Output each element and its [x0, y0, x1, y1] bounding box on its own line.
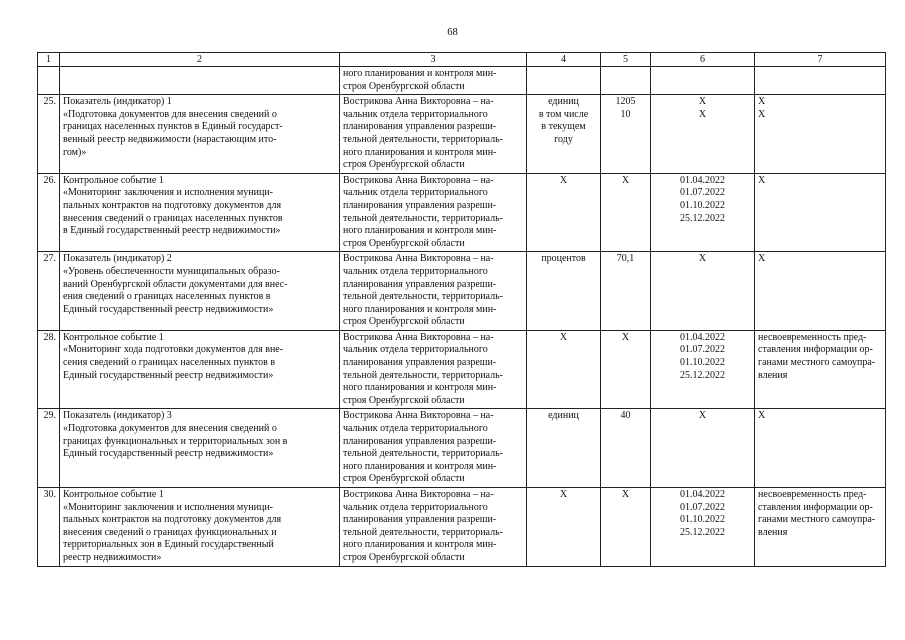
cell-line: чальник отдела территориального	[343, 423, 488, 435]
cell-line: 70,1	[616, 253, 635, 265]
table-row	[38, 95, 886, 174]
cell-line: «Подготовка документов для внесения сведений о	[63, 108, 277, 120]
responsible-cell	[340, 173, 527, 252]
cell-line: ного планирования и контроля мин-	[343, 303, 497, 315]
indicator-cell	[60, 252, 340, 331]
cell-line: ганами местного самоупра-	[758, 514, 876, 526]
cell-line: венный реестр недвижимости (нарастающим ито-	[63, 133, 277, 145]
cell-line: строя Оренбургской области	[343, 159, 465, 171]
value-cell	[601, 252, 651, 331]
cell-line: в Единый государственный реестр недвижимости»	[63, 225, 281, 237]
value-cell	[601, 67, 651, 95]
header-cell: 1	[38, 53, 60, 67]
cell-line: 01.10.2022	[680, 514, 725, 526]
cell-line: 01.04.2022	[680, 489, 725, 500]
cell-line: 01.07.2022	[680, 344, 725, 356]
cell-line: ного планирования и контроля мин-	[343, 539, 497, 551]
cell-line: тельной деятельности, территориаль-	[343, 133, 503, 145]
responsible-cell	[340, 488, 527, 567]
indicator-cell	[60, 173, 340, 252]
cell-line: чальник отдела территориального	[343, 187, 488, 199]
cell-line: строя Оренбургской области	[343, 394, 465, 406]
header-cell: 2	[60, 53, 340, 67]
cell-line: процентов	[541, 253, 586, 265]
cell-line: Вострикова Анна Викторовна – на-	[343, 96, 494, 108]
cell-line: «Подготовка документов для внесения сведений о	[63, 423, 277, 435]
table-row	[38, 252, 886, 331]
row-number-cell: 29.	[38, 409, 60, 488]
risk-cell	[755, 252, 886, 331]
cell-line: вления	[758, 369, 788, 381]
cell-line: в текущем	[541, 121, 586, 133]
cell-line: X	[559, 489, 568, 500]
unit-cell	[527, 488, 601, 567]
cell-line: «Мониторинг заключения и исполнения муници-	[63, 501, 273, 513]
header-cell: 6	[651, 53, 755, 67]
cell-line: чальник отдела территориального	[343, 344, 488, 356]
cell-line: «Уровень обеспеченности муниципальных образо-	[63, 265, 280, 277]
cell-line: X	[698, 253, 707, 265]
header-cell: 7	[755, 53, 886, 67]
cell-line: Вострикова Анна Викторовна – на-	[343, 410, 494, 422]
cell-line: X	[758, 253, 766, 265]
cell-line: планирования управления разреши-	[343, 435, 497, 447]
cell-line: пальных контрактов на подготовку документов для	[63, 199, 282, 211]
cell-line: Вострикова Анна Викторовна – на-	[343, 174, 494, 186]
cell-line: сения сведений о границах населенных пунктов в	[63, 357, 276, 369]
row-number-cell: 25.	[38, 95, 60, 174]
cell-line: X	[698, 96, 707, 108]
cell-line: ставления информации ор-	[758, 344, 873, 356]
cell-line: X	[621, 489, 630, 500]
table-header-row	[38, 53, 886, 67]
dates-cell	[651, 409, 755, 488]
indicator-cell	[60, 95, 340, 174]
cell-line: ного планирования и контроля мин-	[343, 68, 497, 79]
cell-line: строя Оренбургской области	[343, 473, 465, 485]
dates-cell	[651, 67, 755, 95]
cell-line: планирования управления разреши-	[343, 514, 497, 526]
cell-line: внесения сведений о границах функциональных и	[63, 526, 277, 538]
table-row	[38, 330, 886, 409]
indicator-cell	[60, 488, 340, 567]
cell-line: территориальных зон в Единый государственный	[63, 539, 274, 551]
cell-line: ставления информации ор-	[758, 501, 873, 513]
cell-line: X	[758, 174, 766, 186]
cell-line: реестр недвижимости»	[63, 551, 162, 563]
risk-cell	[755, 173, 886, 252]
row-number-cell: 26.	[38, 173, 60, 252]
cell-line: 01.07.2022	[680, 187, 725, 199]
cell-line: вления	[758, 526, 788, 538]
unit-cell	[527, 252, 601, 331]
cell-line: 01.04.2022	[680, 331, 725, 343]
table-row	[38, 488, 886, 567]
cell-line: 25.12.2022	[680, 212, 725, 224]
cell-line: строя Оренбургской области	[343, 316, 465, 328]
cell-line: 01.04.2022	[680, 174, 725, 186]
cell-line: ганами местного самоупра-	[758, 357, 876, 369]
cell-line: планирования управления разреши-	[343, 278, 497, 290]
cell-line: ения сведений о границах населенных пунктов в	[63, 291, 271, 303]
cell-line: Вострикова Анна Викторовна – на-	[343, 489, 494, 500]
risk-cell	[755, 67, 886, 95]
row-number-cell: 28.	[38, 330, 60, 409]
dates-cell	[651, 173, 755, 252]
cell-line: году	[554, 133, 573, 145]
cell-line: 01.07.2022	[680, 501, 725, 513]
cell-line: Контрольное событие 1	[63, 331, 164, 343]
continuation-row	[38, 67, 886, 95]
cell-line: планирования управления разреши-	[343, 199, 497, 211]
row-number-cell: 30.	[38, 488, 60, 567]
cell-line: границах населенных пунктов в Единый государст-	[63, 121, 283, 133]
header-cell: 3	[340, 53, 527, 67]
cell-line: 40	[620, 410, 631, 422]
table-row	[38, 409, 886, 488]
cell-line: строя Оренбургской области	[343, 237, 465, 249]
cell-line: X	[559, 174, 568, 186]
cell-line: Контрольное событие 1	[63, 174, 164, 186]
risk-cell	[755, 488, 886, 567]
cell-line: единиц	[548, 410, 579, 422]
cell-line: тельной деятельности, территориаль-	[343, 448, 503, 460]
cell-line: чальник отдела территориального	[343, 108, 488, 120]
cell-line: X	[698, 410, 707, 422]
cell-line: Единый государственный реестр недвижимости»	[63, 448, 274, 460]
risk-cell	[755, 330, 886, 409]
cell-line: Показатель (индикатор) 1	[63, 96, 172, 108]
dates-cell	[651, 488, 755, 567]
indicator-cell	[60, 330, 340, 409]
cell-line: ного планирования и контроля мин-	[343, 382, 497, 394]
cell-line: 25.12.2022	[680, 369, 725, 381]
cell-line: Вострикова Анна Викторовна – на-	[343, 331, 494, 343]
value-cell	[601, 409, 651, 488]
cell-line: X	[698, 108, 707, 120]
cell-line: X	[559, 331, 568, 343]
cell-line: 10	[620, 108, 631, 120]
cell-line: несвоевременность пред-	[758, 489, 867, 500]
cell-line: чальник отдела территориального	[343, 265, 488, 277]
cell-line: X	[621, 331, 630, 343]
header-cell: 4	[527, 53, 601, 67]
cell-line: Вострикова Анна Викторовна – на-	[343, 253, 494, 265]
row-number-cell	[38, 67, 60, 95]
value-cell	[601, 173, 651, 252]
table-row	[38, 173, 886, 252]
dates-cell	[651, 330, 755, 409]
responsible-cell	[340, 409, 527, 488]
cell-line: «Мониторинг хода подготовки документов для вне-	[63, 344, 284, 356]
responsible-cell	[340, 95, 527, 174]
cell-line: 01.10.2022	[680, 199, 725, 211]
unit-cell	[527, 67, 601, 95]
cell-line: несвоевременность пред-	[758, 331, 867, 343]
value-cell	[601, 488, 651, 567]
cell-line: гом)»	[63, 146, 87, 158]
cell-line: ного планирования и контроля мин-	[343, 225, 497, 237]
indicator-cell	[60, 409, 340, 488]
cell-line: планирования управления разреши-	[343, 121, 497, 133]
cell-line: тельной деятельности, территориаль-	[343, 291, 503, 303]
cell-line: Единый государственный реестр недвижимости»	[63, 369, 274, 381]
cell-line: 1205	[615, 96, 636, 108]
cell-line: строя Оренбургской области	[343, 80, 465, 92]
cell-line: Показатель (индикатор) 3	[63, 410, 172, 422]
cell-line: X	[758, 108, 766, 120]
cell-line: X	[758, 96, 766, 108]
unit-cell	[527, 330, 601, 409]
value-cell	[601, 330, 651, 409]
dates-cell	[651, 252, 755, 331]
value-cell	[601, 95, 651, 174]
risk-cell	[755, 95, 886, 174]
dates-cell	[651, 95, 755, 174]
responsible-cell	[340, 67, 527, 95]
responsible-cell	[340, 252, 527, 331]
cell-line: X	[621, 174, 630, 186]
cell-line: границах функциональных и территориальных зон в	[63, 435, 288, 447]
cell-line: пальных контрактов на подготовку документов для	[63, 514, 282, 526]
unit-cell	[527, 173, 601, 252]
cell-line: X	[758, 410, 766, 422]
unit-cell	[527, 409, 601, 488]
indicator-cell	[60, 67, 340, 95]
cell-line: Контрольное событие 1	[63, 489, 164, 500]
cell-line: планирования управления разреши-	[343, 357, 497, 369]
cell-line: единиц	[548, 96, 579, 108]
cell-line: строя Оренбургской области	[343, 551, 465, 563]
row-number-cell: 27.	[38, 252, 60, 331]
cell-line: 25.12.2022	[680, 526, 725, 538]
cell-line: тельной деятельности, территориаль-	[343, 369, 503, 381]
responsible-cell	[340, 330, 527, 409]
cell-line: в том числе	[538, 108, 589, 120]
cell-line: чальник отдела территориального	[343, 501, 488, 513]
cell-line: Единый государственный реестр недвижимости»	[63, 303, 274, 315]
cell-line: тельной деятельности, территориаль-	[343, 212, 503, 224]
unit-cell	[527, 95, 601, 174]
cell-line: внесения сведений о границах населенных пунктов	[63, 212, 283, 224]
cell-line: «Мониторинг заключения и исполнения муници-	[63, 187, 273, 199]
cell-line: ного планирования и контроля мин-	[343, 460, 497, 472]
header-cell: 5	[601, 53, 651, 67]
page-number: 68	[447, 27, 458, 38]
cell-line: Показатель (индикатор) 2	[63, 253, 172, 265]
data-table	[37, 52, 886, 567]
cell-line: 01.10.2022	[680, 357, 725, 369]
cell-line: ваний Оренбургской области документами для внес-	[63, 278, 288, 290]
cell-line: тельной деятельности, территориаль-	[343, 526, 503, 538]
risk-cell	[755, 409, 886, 488]
cell-line: ного планирования и контроля мин-	[343, 146, 497, 158]
